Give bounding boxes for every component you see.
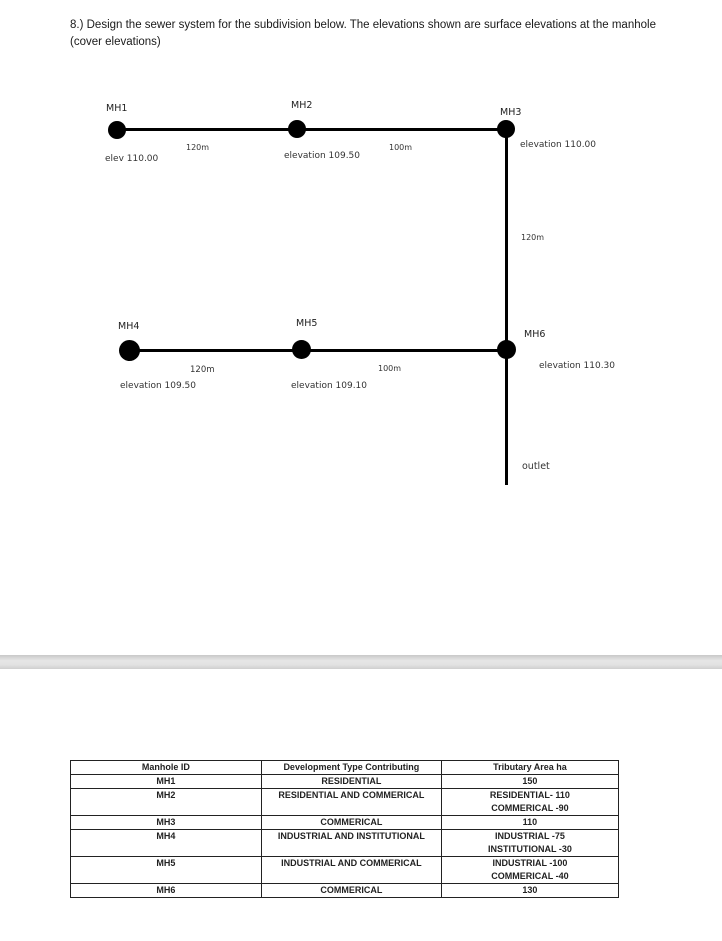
elevation-label-mh6: elevation 110.30 xyxy=(539,361,616,371)
area-line: COMMERICAL -40 xyxy=(491,871,569,881)
table-row xyxy=(71,816,619,830)
elevation-label-mh2: elevation 109.50 xyxy=(284,151,361,161)
area-line: RESIDENTIAL- 110 xyxy=(489,790,570,800)
manhole-label-mh2: MH2 xyxy=(291,100,313,111)
pipe-length-mh4-mh5: 120m xyxy=(190,365,215,375)
manhole-node-mh5 xyxy=(292,340,311,359)
pipe-mh1-mh2 xyxy=(117,128,297,131)
cell-development-type: COMMERICAL xyxy=(261,884,441,898)
cell-manhole-id: MH5 xyxy=(71,857,262,884)
area-line: INDUSTRIAL -75 xyxy=(495,831,565,841)
cell-manhole-id: MH3 xyxy=(71,816,262,830)
cell-tributary-area xyxy=(441,789,618,816)
pipe-mh4-mh5 xyxy=(129,349,301,352)
pipe-mh6-outlet xyxy=(505,349,508,485)
cell-development-type: RESIDENTIAL AND COMMERICAL xyxy=(261,789,441,816)
cell-manhole-id: MH6 xyxy=(71,884,262,898)
elevation-label-mh1: elev 110.00 xyxy=(105,154,159,164)
pipe-mh5-mh6 xyxy=(301,349,507,352)
manhole-label-mh4: MH4 xyxy=(118,321,140,332)
table-row xyxy=(71,775,619,789)
manhole-node-mh1 xyxy=(108,121,126,139)
manhole-label-mh6: MH6 xyxy=(524,329,546,340)
cell-tributary-area xyxy=(441,857,618,884)
cell-manhole-id: MH1 xyxy=(71,775,262,789)
cell-tributary-area xyxy=(441,830,618,857)
pipe-mh2-mh3 xyxy=(297,128,507,131)
header-tributary-area: Tributary Area ha xyxy=(441,761,618,775)
cell-development-type: INDUSTRIAL AND COMMERICAL xyxy=(261,857,441,884)
area-line: COMMERICAL -90 xyxy=(491,803,569,813)
cell-development-type: RESIDENTIAL xyxy=(261,775,441,789)
manhole-node-mh2 xyxy=(288,120,306,138)
manhole-node-mh4 xyxy=(119,340,140,361)
table-row xyxy=(71,857,619,884)
cell-tributary-area xyxy=(441,884,618,898)
manhole-node-mh3 xyxy=(497,120,515,138)
cell-development-type: INDUSTRIAL AND INSTITUTIONAL xyxy=(261,830,441,857)
manhole-label-mh1: MH1 xyxy=(106,103,128,114)
elevation-label-mh4: elevation 109.50 xyxy=(120,381,197,391)
header-development-type: Development Type Contributing xyxy=(261,761,441,775)
manhole-label-mh5: MH5 xyxy=(296,318,318,329)
question-text: 8.) Design the sewer system for the subdivision below. The elevations shown are surface elevations at the manhole (cover elevations) xyxy=(70,19,656,48)
cell-manhole-id: MH4 xyxy=(71,830,262,857)
pipe-length-mh2-mh3: 100m xyxy=(389,143,413,152)
table-row xyxy=(71,884,619,898)
table-header-row xyxy=(71,761,619,775)
table-row xyxy=(71,830,619,857)
area-line: 150 xyxy=(522,776,538,786)
elevation-label-mh3: elevation 110.00 xyxy=(520,140,597,150)
cell-tributary-area xyxy=(441,775,618,789)
area-line: 130 xyxy=(522,885,538,895)
area-line: INDUSTRIAL -100 xyxy=(492,858,568,868)
header-manhole-id: Manhole ID xyxy=(71,761,262,775)
elevation-label-mh5: elevation 109.10 xyxy=(291,381,368,391)
cell-manhole-id: MH2 xyxy=(71,789,262,816)
area-line: 110 xyxy=(522,817,538,827)
pipe-mh3-mh6 xyxy=(505,129,508,349)
manhole-data-table xyxy=(70,760,619,898)
page-divider xyxy=(0,655,722,669)
pipe-length-mh3-mh6: 120m xyxy=(521,233,545,242)
area-line: INSTITUTIONAL -30 xyxy=(488,844,572,854)
cell-development-type: COMMERICAL xyxy=(261,816,441,830)
pipe-length-mh1-mh2: 120m xyxy=(186,143,210,152)
manhole-label-mh3: MH3 xyxy=(500,107,522,118)
cell-tributary-area xyxy=(441,816,618,830)
outlet-label: outlet xyxy=(522,461,550,472)
table-row xyxy=(71,789,619,816)
manhole-node-mh6 xyxy=(497,340,516,359)
pipe-length-mh5-mh6: 100m xyxy=(378,364,402,373)
